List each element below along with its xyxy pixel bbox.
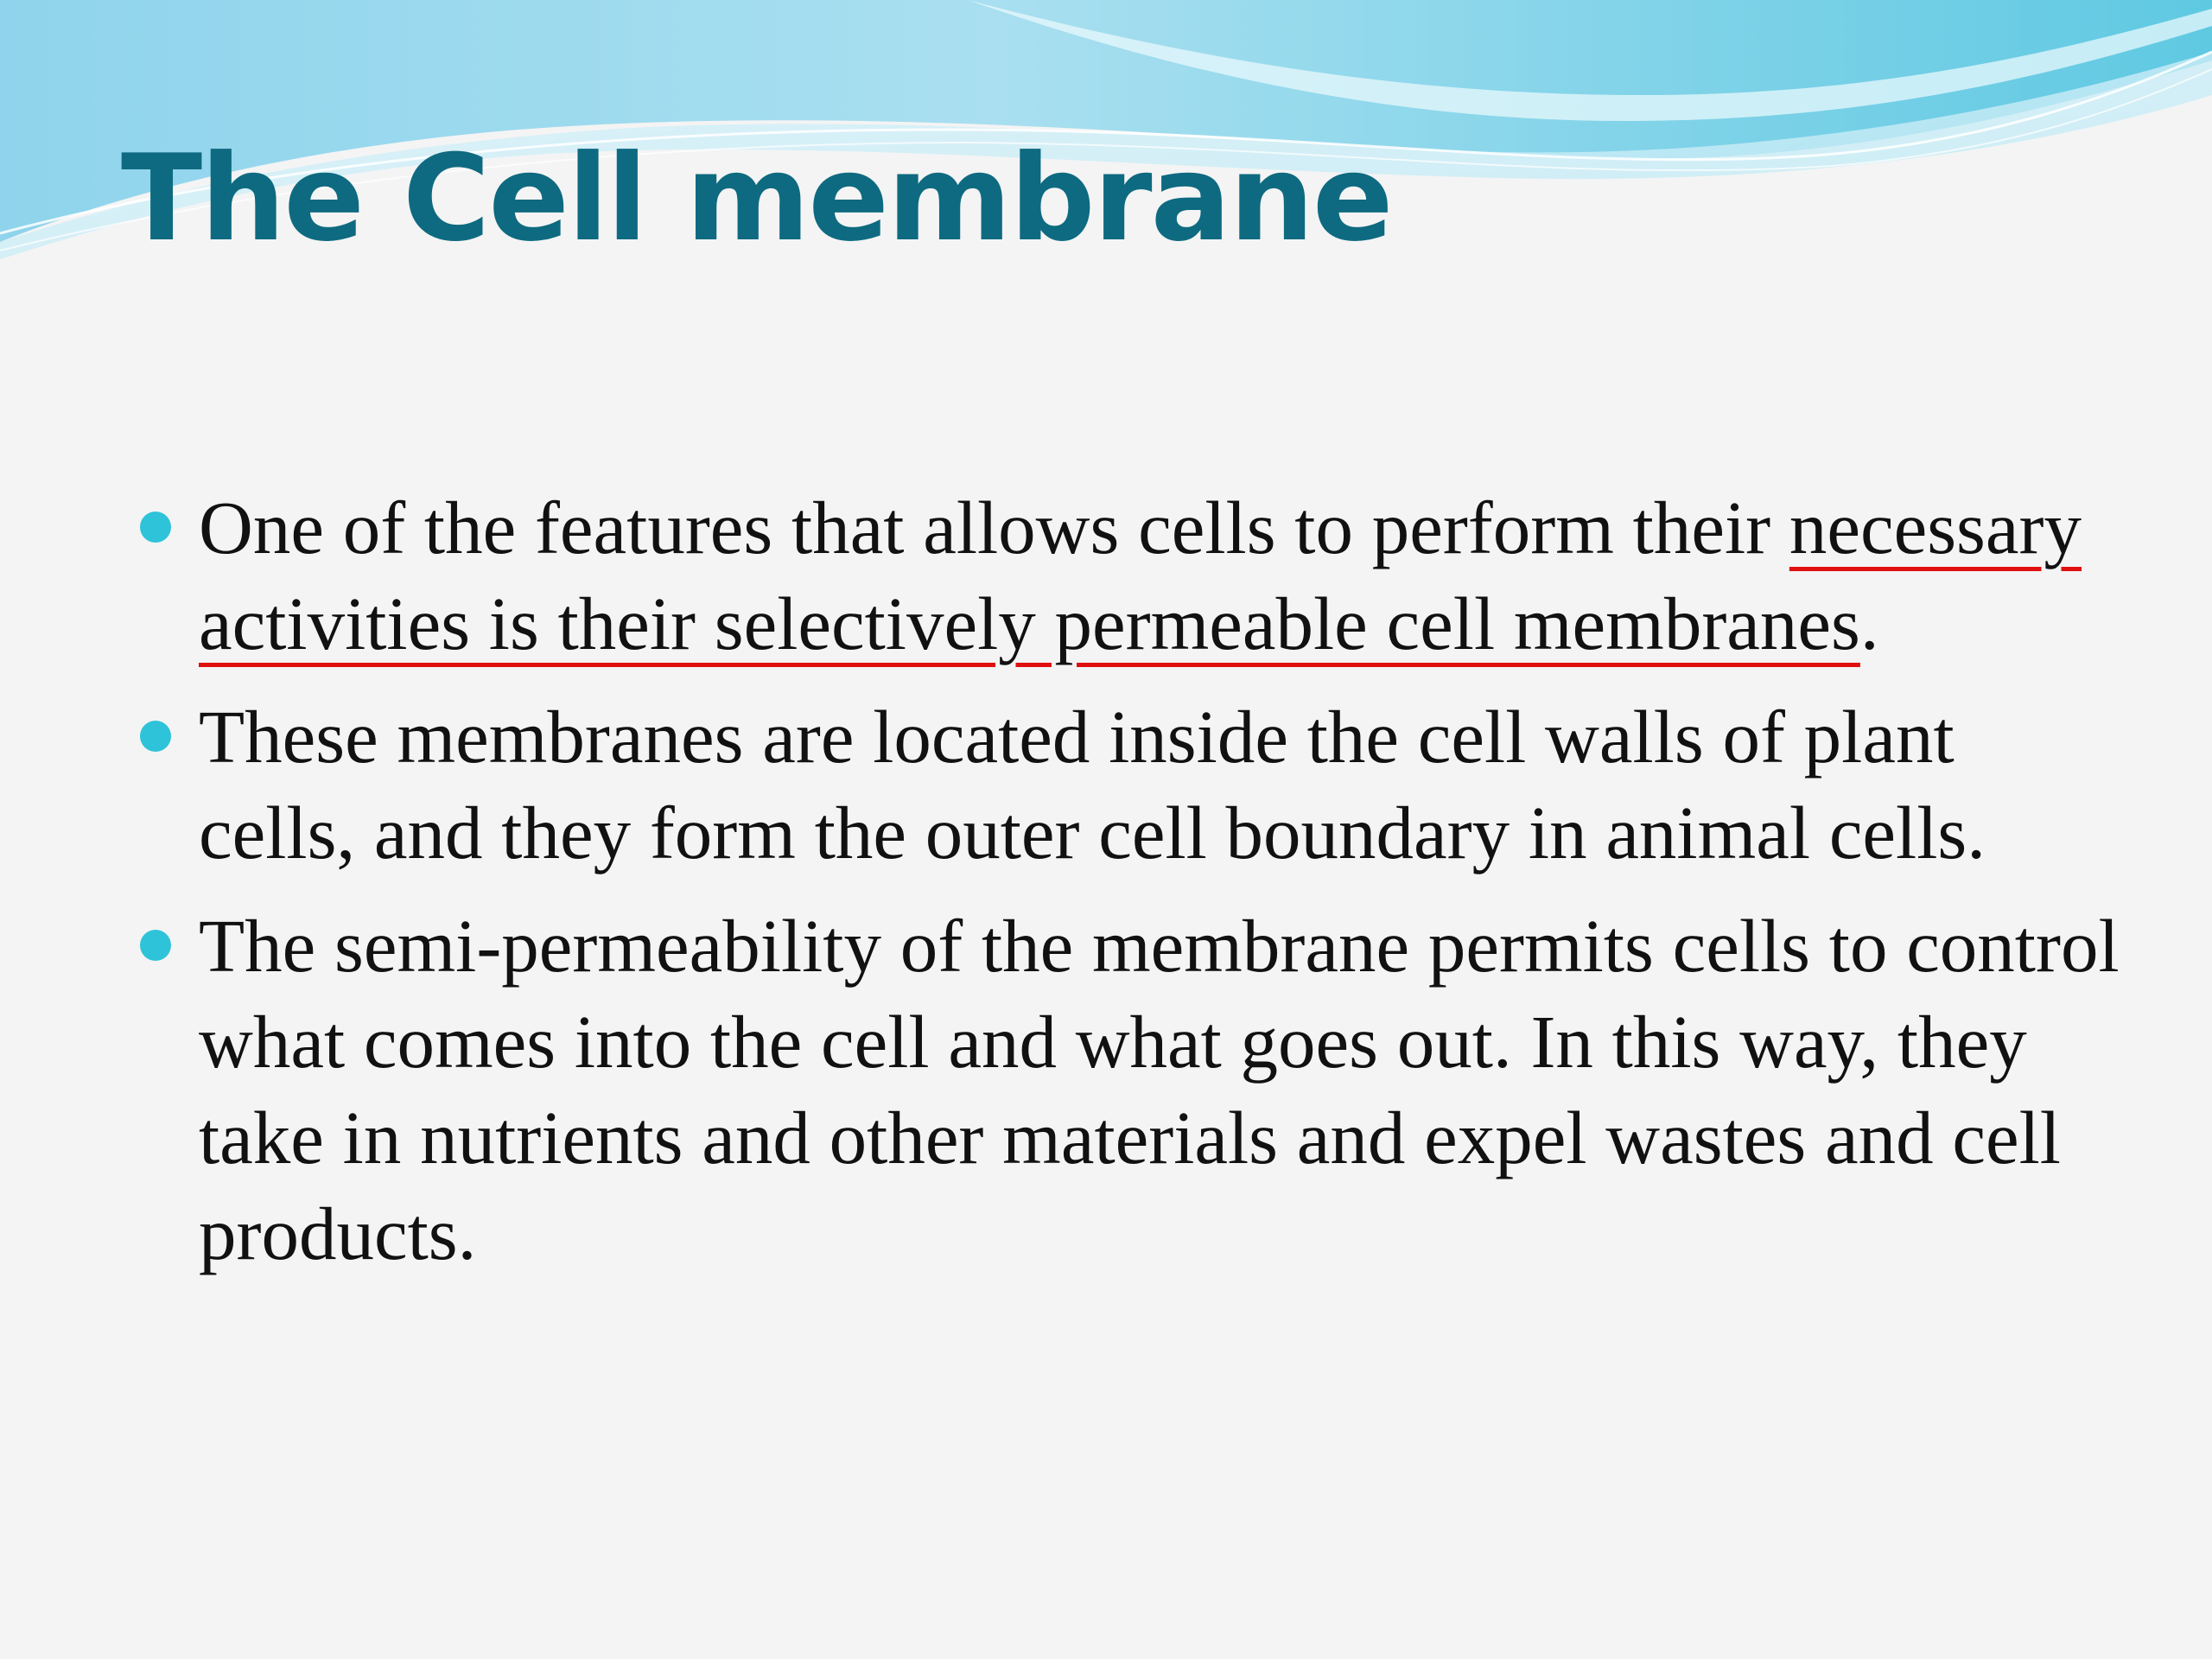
bullet-dot-icon xyxy=(140,721,171,752)
bullet-text: The semi-permeability of the membrane permits cells to control what comes into the cell and what goes out. In this way, they take in nutrients and other materials and expel wastes and cell products. xyxy=(199,904,2120,1275)
bullet-text: These membranes are located inside the cell walls of plant cells, and they form the outer cell boundary in animal cells. xyxy=(199,695,1986,874)
bullet-text: One of the features that allows cells to perform their xyxy=(199,486,1789,569)
bullet-item xyxy=(199,480,2126,671)
bullet-item xyxy=(199,689,2126,880)
bullet-text-tail: . xyxy=(1859,582,1879,665)
bullet-list xyxy=(199,480,2126,1299)
slide-title: The Cell membrane xyxy=(121,129,1392,268)
bullet-dot-icon xyxy=(140,512,171,543)
bullet-dot-icon xyxy=(140,930,171,961)
bullet-item xyxy=(199,898,2126,1281)
bullet-underlined-text: necessary activities is their selectively permeable cell membranes xyxy=(199,486,2082,665)
